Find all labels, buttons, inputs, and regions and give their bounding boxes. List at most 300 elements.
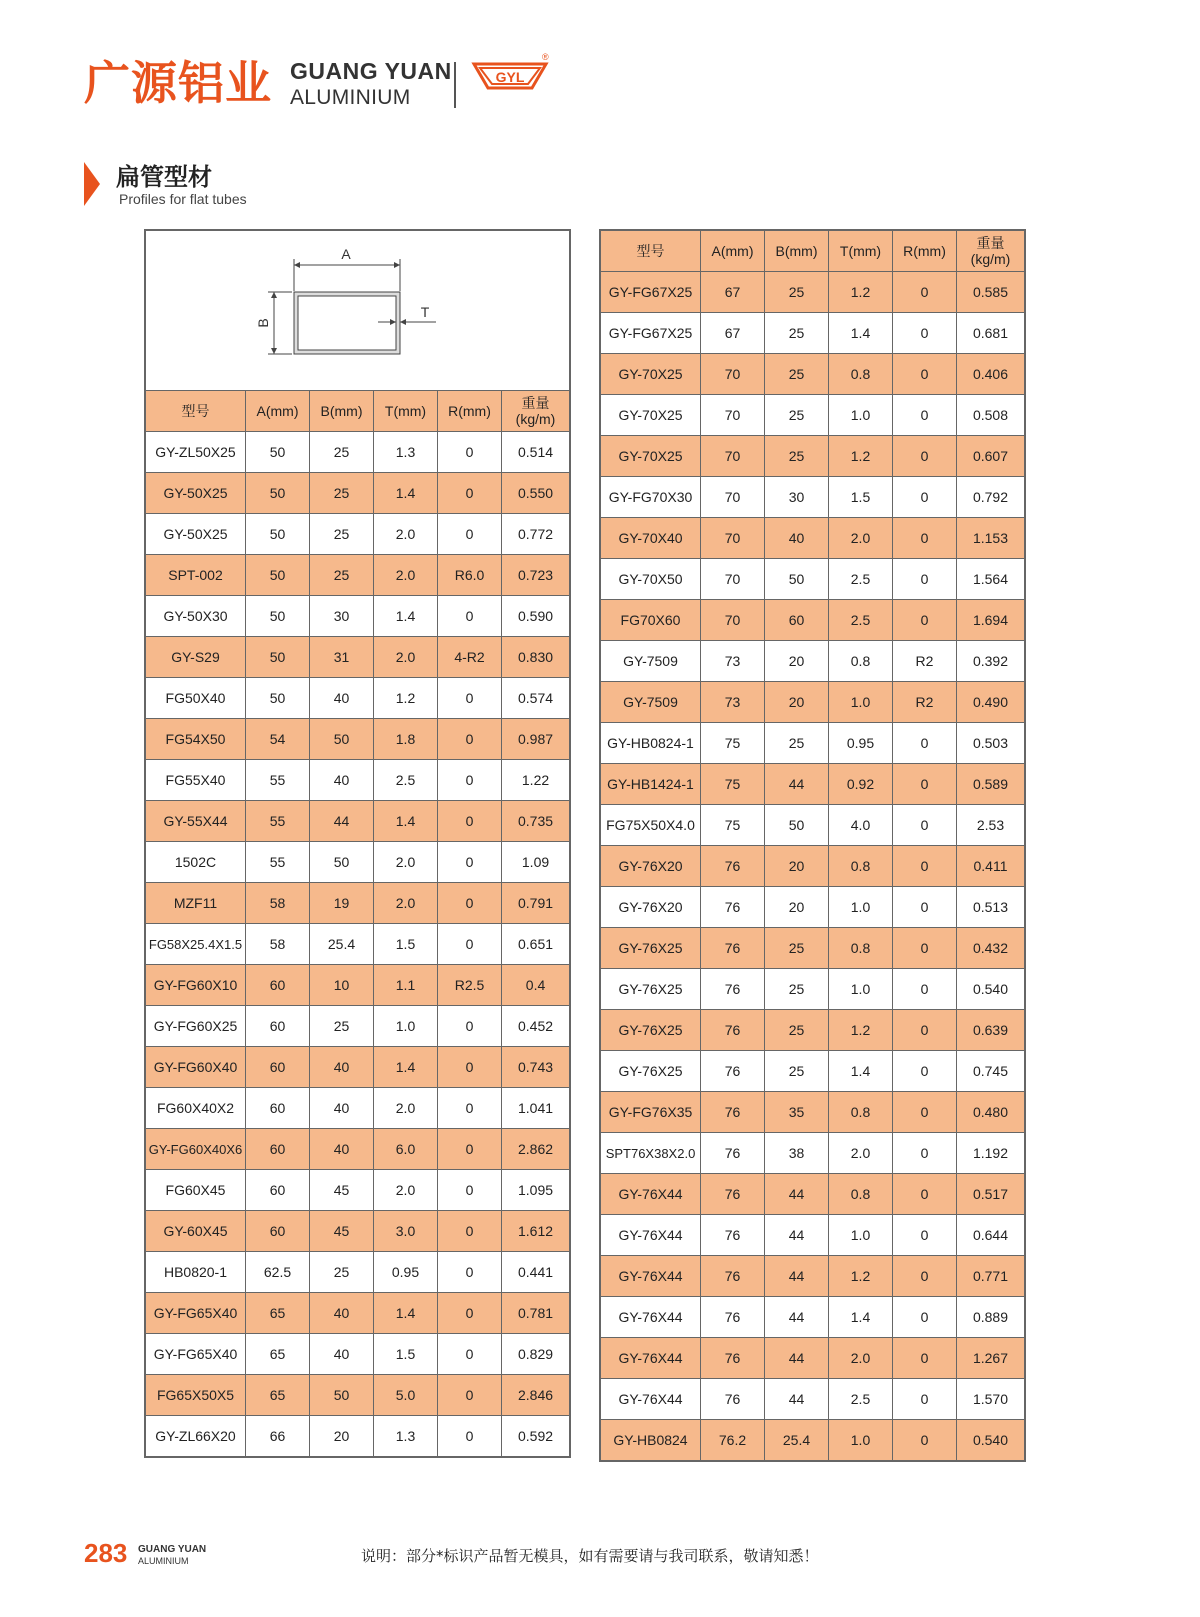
cell-t: 1.4 — [829, 313, 893, 354]
table-row — [146, 473, 570, 514]
cell-t: 1.4 — [374, 801, 438, 842]
cell-model: GY-FG60X40 — [146, 1047, 246, 1088]
cell-b: 10 — [310, 965, 374, 1006]
cell-a: 76 — [701, 1174, 765, 1215]
cell-b: 40 — [765, 518, 829, 559]
cell-model: FG70X60 — [601, 600, 701, 641]
cell-model: GY-76X25 — [601, 969, 701, 1010]
cell-b: 50 — [310, 1375, 374, 1416]
cell-a: 76 — [701, 1010, 765, 1051]
cell-t: 2.0 — [374, 842, 438, 883]
cell-a: 76 — [701, 928, 765, 969]
cell-r: R2.5 — [438, 965, 502, 1006]
cell-model: GY-7509 — [601, 682, 701, 723]
cell-a: 76 — [701, 1092, 765, 1133]
cell-t: 1.4 — [374, 1047, 438, 1088]
table-row — [601, 1051, 1025, 1092]
cell-b: 35 — [765, 1092, 829, 1133]
cell-a: 54 — [246, 719, 310, 760]
cell-a: 58 — [246, 924, 310, 965]
table-row — [601, 1297, 1025, 1338]
cell-a: 50 — [246, 596, 310, 637]
cell-weight: 0.639 — [957, 1010, 1025, 1051]
flat-tube-cross-section-diagram — [146, 231, 570, 387]
table-row — [601, 559, 1025, 600]
cell-a: 65 — [246, 1293, 310, 1334]
cell-weight: 0.830 — [502, 637, 570, 678]
col-header-t: T(mm) — [829, 231, 893, 272]
cell-weight: 0.411 — [957, 846, 1025, 887]
cell-b: 25 — [765, 354, 829, 395]
dimension-label-b: B — [255, 318, 271, 328]
table-row — [601, 928, 1025, 969]
cell-r: 0 — [893, 1297, 957, 1338]
cell-r: 0 — [893, 723, 957, 764]
cell-b: 40 — [310, 678, 374, 719]
cell-t: 1.0 — [829, 887, 893, 928]
cell-a: 55 — [246, 842, 310, 883]
cell-b: 50 — [310, 719, 374, 760]
table-row — [146, 637, 570, 678]
cell-weight: 0.772 — [502, 514, 570, 555]
cell-model: GY-70X40 — [601, 518, 701, 559]
right-table-panel — [599, 229, 1026, 1462]
cell-b: 25 — [310, 432, 374, 473]
brand-name-cn: 广源铝业 — [84, 56, 272, 110]
cell-t: 0.8 — [829, 1092, 893, 1133]
table-row — [146, 801, 570, 842]
cell-b: 50 — [310, 842, 374, 883]
cell-model: GY-FG60X10 — [146, 965, 246, 1006]
table-row — [601, 764, 1025, 805]
table-row — [601, 682, 1025, 723]
cell-r: R6.0 — [438, 555, 502, 596]
cell-a: 70 — [701, 477, 765, 518]
cell-a: 60 — [246, 1129, 310, 1170]
cell-weight: 0.517 — [957, 1174, 1025, 1215]
cell-b: 38 — [765, 1133, 829, 1174]
cell-a: 76 — [701, 969, 765, 1010]
cell-t: 2.0 — [374, 555, 438, 596]
table-row — [601, 272, 1025, 313]
cell-model: GY-50X25 — [146, 514, 246, 555]
cell-r: 0 — [893, 764, 957, 805]
cell-b: 25 — [765, 1051, 829, 1092]
table-row — [146, 1006, 570, 1047]
cell-b: 25 — [310, 473, 374, 514]
table-row — [601, 1379, 1025, 1420]
cell-t: 1.0 — [374, 1006, 438, 1047]
cell-r: 0 — [893, 313, 957, 354]
cell-weight: 0.574 — [502, 678, 570, 719]
cell-b: 44 — [765, 1338, 829, 1379]
cell-a: 70 — [701, 436, 765, 477]
cell-a: 50 — [246, 514, 310, 555]
cell-a: 70 — [701, 354, 765, 395]
cell-b: 25 — [310, 555, 374, 596]
cell-r: 4-R2 — [438, 637, 502, 678]
cell-model: GY-70X50 — [601, 559, 701, 600]
cell-r: 0 — [893, 395, 957, 436]
brand-name-en: GUANG YUAN — [290, 58, 452, 84]
cell-b: 45 — [310, 1211, 374, 1252]
cell-b: 40 — [310, 1334, 374, 1375]
cell-weight: 0.503 — [957, 723, 1025, 764]
cell-b: 25 — [310, 1252, 374, 1293]
cell-t: 2.5 — [829, 1379, 893, 1420]
cell-r: 0 — [438, 432, 502, 473]
col-header-weight-label: 重量 — [976, 235, 1005, 251]
cell-weight: 2.846 — [502, 1375, 570, 1416]
cell-r: 0 — [438, 1170, 502, 1211]
cell-weight: 0.651 — [502, 924, 570, 965]
cell-weight: 2.862 — [502, 1129, 570, 1170]
cell-a: 76 — [701, 1338, 765, 1379]
company-logo-icon — [470, 52, 550, 104]
cell-weight: 0.829 — [502, 1334, 570, 1375]
cell-r: 0 — [438, 1047, 502, 1088]
cell-model: GY-HB0824 — [601, 1420, 701, 1461]
table-row — [601, 641, 1025, 682]
col-header-weight-label: 重量 — [521, 395, 550, 411]
cell-b: 25 — [765, 272, 829, 313]
cell-r: 0 — [438, 1088, 502, 1129]
cell-model: GY-76X44 — [601, 1215, 701, 1256]
col-header-a: A(mm) — [246, 391, 310, 432]
cell-b: 25.4 — [310, 924, 374, 965]
table-row — [146, 1334, 570, 1375]
col-header-weight — [502, 391, 570, 432]
cell-r: 0 — [893, 477, 957, 518]
cell-a: 50 — [246, 555, 310, 596]
cell-b: 25 — [765, 313, 829, 354]
table-row — [146, 1252, 570, 1293]
cell-weight: 0.590 — [502, 596, 570, 637]
cell-weight: 0.514 — [502, 432, 570, 473]
cell-b: 44 — [765, 1297, 829, 1338]
cell-t: 1.5 — [374, 1334, 438, 1375]
cell-weight: 0.771 — [957, 1256, 1025, 1297]
cell-weight: 0.889 — [957, 1297, 1025, 1338]
cell-a: 60 — [246, 1211, 310, 1252]
cell-weight: 0.490 — [957, 682, 1025, 723]
cell-a: 50 — [246, 637, 310, 678]
cell-weight: 1.564 — [957, 559, 1025, 600]
cell-weight: 0.791 — [502, 883, 570, 924]
cell-a: 60 — [246, 1170, 310, 1211]
cell-b: 20 — [765, 887, 829, 928]
cell-model: GY-76X25 — [601, 1051, 701, 1092]
cell-b: 20 — [765, 682, 829, 723]
cell-r: 0 — [438, 1416, 502, 1457]
table-row — [146, 1088, 570, 1129]
cell-t: 2.5 — [829, 559, 893, 600]
cell-weight: 0.723 — [502, 555, 570, 596]
cell-weight: 0.987 — [502, 719, 570, 760]
cell-b: 25 — [765, 436, 829, 477]
footer-brand: GUANG YUAN — [138, 1544, 207, 1555]
cell-weight: 1.09 — [502, 842, 570, 883]
cell-model: GY-76X44 — [601, 1379, 701, 1420]
cell-t: 5.0 — [374, 1375, 438, 1416]
cell-b: 50 — [765, 559, 829, 600]
table-row — [146, 1375, 570, 1416]
cell-r: 0 — [438, 473, 502, 514]
cell-r: 0 — [893, 1215, 957, 1256]
table-row — [601, 887, 1025, 928]
cell-t: 0.8 — [829, 1174, 893, 1215]
cell-weight: 0.432 — [957, 928, 1025, 969]
cell-a: 60 — [246, 1006, 310, 1047]
cell-b: 44 — [310, 801, 374, 842]
col-header-r: R(mm) — [438, 391, 502, 432]
cell-a: 70 — [701, 395, 765, 436]
left-spec-table — [145, 230, 570, 1457]
cell-b: 25 — [310, 1006, 374, 1047]
cell-weight: 0.792 — [957, 477, 1025, 518]
cell-t: 1.4 — [374, 473, 438, 514]
cell-b: 60 — [765, 600, 829, 641]
cell-t: 1.0 — [829, 1420, 893, 1461]
cell-weight: 0.550 — [502, 473, 570, 514]
cell-r: 0 — [438, 678, 502, 719]
cell-weight: 1.267 — [957, 1338, 1025, 1379]
cell-model: SPT-002 — [146, 555, 246, 596]
cell-a: 76 — [701, 846, 765, 887]
col-header-weight — [957, 231, 1025, 272]
cell-model: GY-FG70X30 — [601, 477, 701, 518]
cell-t: 1.2 — [829, 1256, 893, 1297]
cell-a: 76 — [701, 1215, 765, 1256]
cell-model: GY-76X44 — [601, 1256, 701, 1297]
cell-b: 25 — [765, 723, 829, 764]
cell-t: 1.5 — [829, 477, 893, 518]
table-row — [601, 723, 1025, 764]
table-row — [146, 965, 570, 1006]
cell-a: 75 — [701, 805, 765, 846]
cell-b: 44 — [765, 1174, 829, 1215]
cell-t: 2.0 — [374, 514, 438, 555]
cell-t: 1.8 — [374, 719, 438, 760]
cell-r: 0 — [438, 760, 502, 801]
cell-b: 25 — [765, 395, 829, 436]
cell-a: 75 — [701, 764, 765, 805]
col-header-b: B(mm) — [310, 391, 374, 432]
table-row — [601, 354, 1025, 395]
cell-weight: 1.153 — [957, 518, 1025, 559]
cell-t: 1.4 — [829, 1051, 893, 1092]
cell-t: 2.0 — [374, 883, 438, 924]
cell-model: GY-76X44 — [601, 1174, 701, 1215]
cell-t: 1.0 — [829, 395, 893, 436]
cell-model: GY-55X44 — [146, 801, 246, 842]
cell-r: 0 — [893, 600, 957, 641]
cell-r: 0 — [438, 719, 502, 760]
cell-r: 0 — [893, 1133, 957, 1174]
cell-b: 19 — [310, 883, 374, 924]
table-row — [146, 1416, 570, 1457]
cell-weight: 0.735 — [502, 801, 570, 842]
cell-r: 0 — [438, 801, 502, 842]
cell-a: 66 — [246, 1416, 310, 1457]
cell-r: 0 — [893, 887, 957, 928]
cell-weight: 0.508 — [957, 395, 1025, 436]
cell-b: 40 — [310, 1088, 374, 1129]
cell-t: 2.5 — [829, 600, 893, 641]
cell-t: 0.92 — [829, 764, 893, 805]
cell-t: 1.2 — [829, 272, 893, 313]
cell-t: 1.2 — [374, 678, 438, 719]
cell-r: 0 — [893, 1051, 957, 1092]
cell-b: 44 — [765, 1379, 829, 1420]
cell-t: 2.5 — [374, 760, 438, 801]
table-row — [601, 1215, 1025, 1256]
left-table-panel — [144, 229, 571, 1458]
table-row — [146, 596, 570, 637]
table-row — [601, 1338, 1025, 1379]
cell-r: 0 — [438, 1293, 502, 1334]
cell-a: 50 — [246, 678, 310, 719]
table-row — [146, 842, 570, 883]
cell-a: 70 — [701, 518, 765, 559]
cell-b: 44 — [765, 1215, 829, 1256]
cell-model: GY-76X44 — [601, 1338, 701, 1379]
cell-weight: 0.540 — [957, 1420, 1025, 1461]
cell-weight: 0.4 — [502, 965, 570, 1006]
cell-weight: 0.585 — [957, 272, 1025, 313]
cell-a: 76.2 — [701, 1420, 765, 1461]
cell-r: 0 — [438, 596, 502, 637]
cell-model: HB0820-1 — [146, 1252, 246, 1293]
table-header-row — [601, 231, 1025, 272]
cell-model: GY-FG60X40X6 — [146, 1129, 246, 1170]
dimension-label-t: T — [420, 304, 430, 320]
cell-model: FG54X50 — [146, 719, 246, 760]
col-header-model: 型号 — [601, 231, 701, 272]
cell-b: 20 — [765, 641, 829, 682]
cell-a: 70 — [701, 559, 765, 600]
cell-model: GY-70X25 — [601, 395, 701, 436]
cell-model: GY-60X45 — [146, 1211, 246, 1252]
cell-weight: 1.570 — [957, 1379, 1025, 1420]
cell-a: 75 — [701, 723, 765, 764]
table-row — [146, 678, 570, 719]
cell-r: 0 — [438, 1375, 502, 1416]
section-marker-icon — [84, 162, 100, 206]
cell-weight: 0.781 — [502, 1293, 570, 1334]
cell-a: 73 — [701, 641, 765, 682]
cell-b: 44 — [765, 764, 829, 805]
cell-weight: 0.743 — [502, 1047, 570, 1088]
cell-t: 1.0 — [829, 682, 893, 723]
table-row — [146, 1211, 570, 1252]
cell-r: 0 — [438, 842, 502, 883]
cell-model: GY-76X25 — [601, 1010, 701, 1051]
cell-a: 62.5 — [246, 1252, 310, 1293]
cell-a: 60 — [246, 1047, 310, 1088]
cell-b: 25 — [765, 969, 829, 1010]
table-row — [601, 1420, 1025, 1461]
cell-b: 30 — [310, 596, 374, 637]
cell-weight: 0.745 — [957, 1051, 1025, 1092]
cell-weight: 0.452 — [502, 1006, 570, 1047]
cell-model: GY-70X25 — [601, 436, 701, 477]
table-row — [601, 1010, 1025, 1051]
page-number: 283 — [84, 1538, 128, 1568]
table-row — [601, 1174, 1025, 1215]
cell-model: GY-HB0824-1 — [601, 723, 701, 764]
cell-t: 1.2 — [829, 436, 893, 477]
cell-r: 0 — [438, 1129, 502, 1170]
cell-r: 0 — [893, 1379, 957, 1420]
cell-t: 1.3 — [374, 432, 438, 473]
cell-a: 50 — [246, 432, 310, 473]
table-row — [601, 846, 1025, 887]
registered-mark: ® — [542, 52, 549, 62]
cell-a: 76 — [701, 887, 765, 928]
cell-a: 60 — [246, 965, 310, 1006]
cell-a: 55 — [246, 760, 310, 801]
table-row — [146, 1170, 570, 1211]
cell-model: FG60X40X2 — [146, 1088, 246, 1129]
col-header-weight-unit: (kg/m) — [970, 251, 1011, 267]
cell-r: 0 — [438, 883, 502, 924]
brand-name-en-sub: ALUMINIUM — [290, 86, 411, 109]
cell-b: 40 — [310, 1293, 374, 1334]
section-subtitle: Profiles for flat tubes — [119, 191, 247, 207]
table-row — [601, 477, 1025, 518]
table-row — [146, 1129, 570, 1170]
cell-b: 40 — [310, 1047, 374, 1088]
cell-r: 0 — [893, 272, 957, 313]
table-row — [146, 514, 570, 555]
cell-r: 0 — [893, 1256, 957, 1297]
cell-model: FG65X50X5 — [146, 1375, 246, 1416]
cell-model: GY-76X25 — [601, 928, 701, 969]
cell-weight: 0.592 — [502, 1416, 570, 1457]
cell-weight: 0.480 — [957, 1092, 1025, 1133]
table-row — [601, 1133, 1025, 1174]
cell-model: 1502C — [146, 842, 246, 883]
cell-b: 31 — [310, 637, 374, 678]
cell-t: 0.8 — [829, 641, 893, 682]
cell-b: 30 — [765, 477, 829, 518]
cell-weight: 0.392 — [957, 641, 1025, 682]
cell-a: 76 — [701, 1256, 765, 1297]
cell-t: 6.0 — [374, 1129, 438, 1170]
cell-b: 25 — [765, 928, 829, 969]
brand-divider — [454, 62, 456, 108]
cell-model: SPT76X38X2.0 — [601, 1133, 701, 1174]
cell-r: 0 — [893, 354, 957, 395]
cell-b: 25.4 — [765, 1420, 829, 1461]
right-spec-table — [600, 230, 1025, 1461]
logo-text: GYL — [495, 69, 525, 85]
cell-weight: 1.612 — [502, 1211, 570, 1252]
cell-weight: 0.681 — [957, 313, 1025, 354]
cell-b: 44 — [765, 1256, 829, 1297]
cell-t: 0.8 — [829, 846, 893, 887]
cell-model: GY-50X25 — [146, 473, 246, 514]
table-row — [146, 924, 570, 965]
cell-t: 2.0 — [829, 518, 893, 559]
cell-t: 0.95 — [829, 723, 893, 764]
cell-model: GY-ZL50X25 — [146, 432, 246, 473]
cell-weight: 2.53 — [957, 805, 1025, 846]
cell-r: 0 — [438, 1006, 502, 1047]
cell-t: 1.4 — [374, 1293, 438, 1334]
cell-t: 1.3 — [374, 1416, 438, 1457]
